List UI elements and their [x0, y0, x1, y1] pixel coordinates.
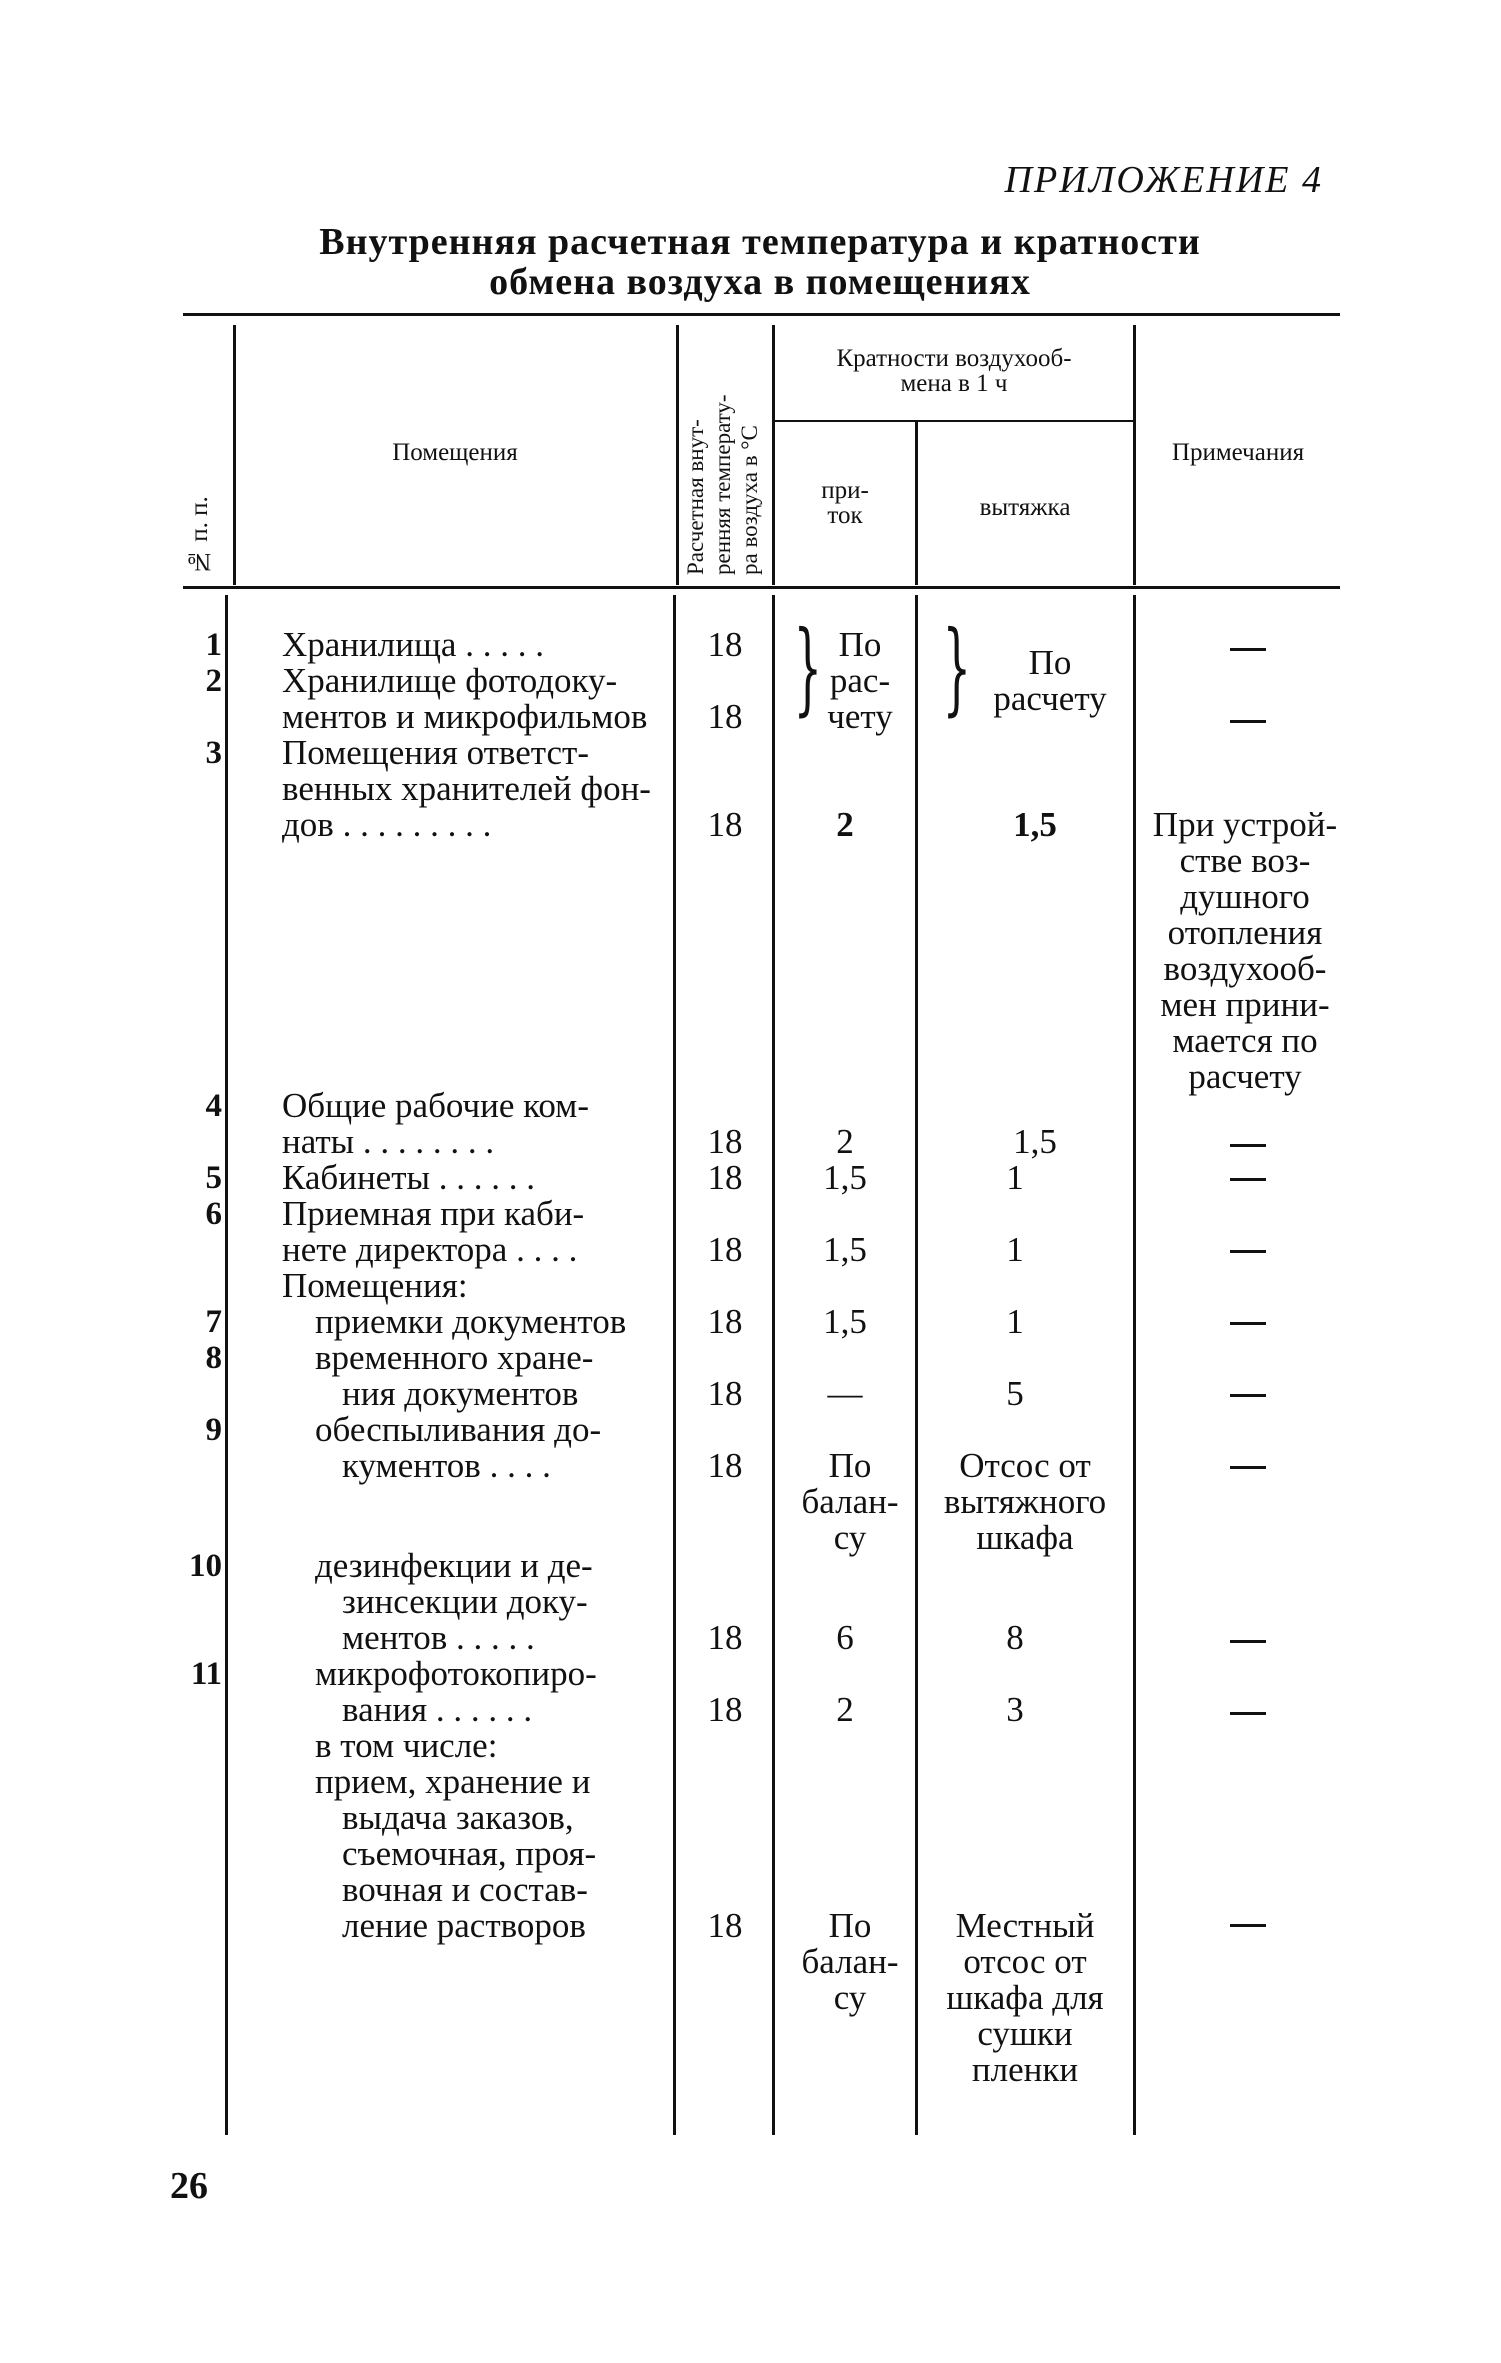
supply-value: 1,5 [823, 1158, 867, 1197]
row-num: 5 [205, 1160, 222, 1196]
col-divider-exhaust [1133, 325, 1136, 585]
room-label: кументов . . . . [342, 1446, 551, 1485]
page-title-line-2: обмена воздуха в помещениях [489, 261, 1031, 303]
room-label: ментов и микрофильмов [282, 697, 648, 736]
col-divider-exhaust-body [1133, 595, 1136, 2135]
room-label: нете директора . . . . [282, 1230, 578, 1269]
notes-dash [1230, 648, 1266, 651]
temp-value: 18 [707, 1158, 743, 1197]
header-supply: при- ток [821, 477, 869, 529]
exhaust-value: 1 [1006, 1302, 1024, 1341]
header-exhaust: вытяжка [979, 494, 1071, 521]
room-label: Общие рабочие ком- [282, 1086, 589, 1125]
notes-dash [1230, 1250, 1266, 1253]
exhaust-value: 8 [1006, 1618, 1024, 1657]
room-label: съемочная, проя- [342, 1834, 597, 1873]
room-label: дов . . . . . . . . . [282, 805, 492, 844]
col-divider-temp [772, 325, 775, 585]
row-num: 6 [205, 1196, 222, 1232]
room-label: вания . . . . . . [342, 1690, 533, 1729]
supply-value: 1,5 [823, 1230, 867, 1269]
exhaust-value: 1 [1006, 1230, 1024, 1269]
temp-value: 18 [707, 1690, 743, 1729]
room-label: ление растворов [342, 1906, 586, 1945]
col-divider-room [676, 325, 679, 585]
notes-dash [1230, 1394, 1266, 1397]
temp-value: 18 [707, 1446, 743, 1485]
row-num: 11 [190, 1656, 222, 1692]
notes-text: При устрой- стве воз- душного отопления воздухооб- мен прини- мается по расчету [1152, 805, 1338, 1096]
exhaust-value: 1,5 [1013, 1122, 1057, 1161]
col-divider-num [233, 325, 236, 585]
room-label: дезинфекции и де- [315, 1546, 593, 1585]
supply-value: 2 [836, 1690, 854, 1729]
header-temp: Расчетная внут- ренняя температу- ра воздуха в °С [683, 394, 762, 575]
room-label: Хранилища . . . . . [282, 625, 544, 664]
row-num: 2 [205, 663, 222, 699]
room-label: Хранилище фотодоку- [282, 661, 618, 700]
notes-dash [1230, 1712, 1266, 1715]
room-label: ментов . . . . . [342, 1618, 535, 1657]
temp-value: 18 [707, 1374, 743, 1413]
room-label: микрофотокопиро- [315, 1654, 597, 1693]
header-notes: Примечания [1171, 439, 1305, 466]
page-title-line-1: Внутренняя расчетная температура и кратности [319, 221, 1201, 263]
room-label: Приемная при каби- [282, 1194, 585, 1233]
supply-value: 1,5 [823, 1302, 867, 1341]
col-divider-temp-body [772, 595, 775, 2135]
col-divider-room-body [673, 595, 676, 2135]
page-number: 26 [170, 2165, 208, 2207]
room-label: в том числе: [315, 1726, 498, 1765]
brace-icon: } [793, 609, 823, 726]
notes-dash [1230, 1924, 1266, 1927]
temp-value: 18 [707, 1230, 743, 1269]
table-top-rule [183, 313, 1340, 316]
exhaust-value: 1,5 [1013, 805, 1057, 844]
row-num: 8 [205, 1340, 222, 1376]
notes-dash [1230, 720, 1266, 723]
row-num: 1 [205, 627, 222, 663]
temp-value: 18 [707, 1618, 743, 1657]
notes-dash [1230, 1178, 1266, 1181]
col-divider-supply-body [915, 595, 918, 2135]
group-label: Помещения: [282, 1266, 468, 1305]
room-label: приемки документов [315, 1302, 627, 1341]
temp-value: 18 [707, 1302, 743, 1341]
exhaust-value: Местный отсос от шкафа для сушки пленки [946, 1906, 1104, 2089]
supply-value: 2 [836, 1122, 854, 1161]
temp-value: 18 [707, 805, 743, 844]
exhaust-value: 1 [1006, 1158, 1024, 1197]
room-label: обеспыливания до- [315, 1410, 602, 1449]
supply-value: По балан- су [801, 1906, 899, 2017]
row-num: 3 [205, 735, 222, 771]
header-room: Помещения [392, 439, 518, 466]
supply-value: — [827, 1374, 863, 1413]
exhaust-value: Отсос от вытяжного шкафа [943, 1446, 1107, 1557]
exchange-subheader-rule [774, 420, 1134, 422]
row-num: 9 [205, 1412, 222, 1448]
header-num: № п. п. [186, 496, 213, 575]
brace-icon: } [942, 609, 972, 726]
table-header-rule [183, 586, 1340, 589]
row-num: 4 [205, 1088, 222, 1124]
header-exchange: Кратности воздухооб- мена в 1 ч [836, 345, 1072, 397]
notes-dash [1230, 1322, 1266, 1325]
row-num: 7 [205, 1304, 222, 1340]
room-label: ния документов [342, 1374, 579, 1413]
room-label: зинсекции доку- [342, 1582, 588, 1621]
room-label: вочная и состав- [342, 1870, 588, 1909]
temp-value: 18 [707, 625, 743, 664]
notes-dash [1230, 1466, 1266, 1469]
room-label: венных хранителей фон- [282, 769, 651, 808]
supply-value: По балан- су [801, 1446, 899, 1557]
supply-value: 2 [836, 805, 854, 844]
exhaust-shared: По расчету [993, 643, 1107, 718]
temp-value: 18 [707, 1122, 743, 1161]
notes-dash [1230, 1640, 1266, 1643]
temp-value: 18 [707, 697, 743, 736]
room-label: наты . . . . . . . . [282, 1122, 495, 1161]
col-divider-num-body [225, 595, 228, 2135]
supply-value: 6 [836, 1618, 854, 1657]
exhaust-value: 5 [1006, 1374, 1024, 1413]
room-label: Кабинеты . . . . . . [282, 1158, 536, 1197]
room-label: выдача заказов, [342, 1798, 574, 1837]
supply-shared: По рас- чету [827, 625, 893, 736]
room-label: Помещения ответст- [282, 733, 589, 772]
room-label: прием, хранение и [315, 1762, 591, 1801]
room-label: временного хране- [315, 1338, 594, 1377]
appendix-label: ПРИЛОЖЕНИЕ 4 [1004, 159, 1323, 201]
temp-value: 18 [707, 1906, 743, 1945]
notes-dash [1230, 1144, 1266, 1147]
row-num: 10 [189, 1548, 222, 1584]
exhaust-value: 3 [1006, 1690, 1024, 1729]
